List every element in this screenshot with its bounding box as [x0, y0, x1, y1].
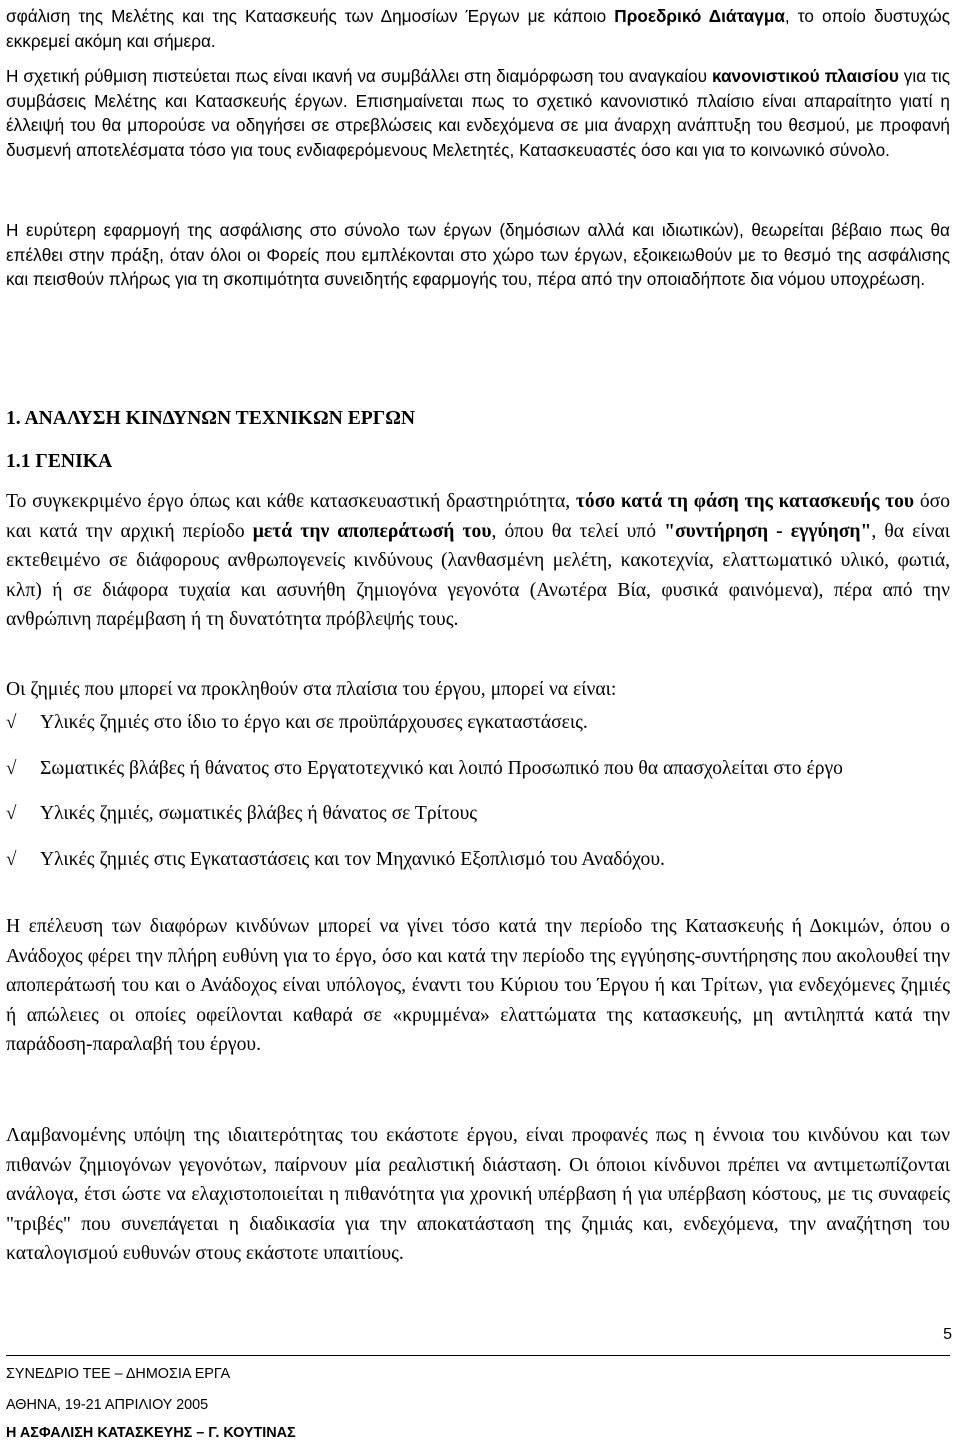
list-item-text: Σωματικές βλάβες ή θάνατος στο Εργατοτεχνικό και λοιπό Προσωπικό που θα απασχολείται στο έργο	[40, 757, 843, 779]
paragraph-2	[6, 64, 950, 162]
paragraph-2-text-a: Η σχετική ρύθμιση πιστεύεται πως είναι ικανή να συμβάλλει στη διαμόρφωση του αναγκαίου	[6, 66, 712, 86]
damage-list	[6, 708, 950, 890]
list-item	[6, 799, 950, 829]
paragraph-4-text-a: Το συγκεκριμένο έργο όπως και κάθε κατασκευαστική δραστηριότητα,	[6, 491, 576, 512]
paragraph-3: Η ευρύτερη εφαρμογή της ασφάλισης στο σύνολο των έργων (δημόσιων αλλά και ιδιωτικών), θεωρείται βέβαιο πως θα επέλθει στην πράξη, όταν όλοι οι Φορείς που εμπλέκονται στο χώρο των έργων, εξοικειωθούν με το θεσμό της ασφάλισης και πεισθούν πλήρως για τη σκοπιμότητα συνειδητής εφαρμογής του, πέρα από την οποιαδήποτε δια νόμου υποχρέωση.	[6, 220, 950, 290]
list-item-text: Υλικές ζημιές, σωματικές βλάβες ή θάνατος σε Τρίτους	[40, 803, 478, 825]
paragraph-4-bold-1: τόσο κατά τη φάση της κατασκευής του	[575, 491, 915, 512]
footer-date: ΑΘΗΝΑ, 19-21 ΑΠΡΙΛΙΟΥ 2005	[6, 1397, 209, 1413]
page-number: 5	[943, 1326, 952, 1343]
paragraph-1	[6, 4, 950, 53]
list-item	[6, 845, 950, 875]
paragraph-1-text-a: σφάλιση της Μελέτης και της Κατασκευής των Δημοσίων Έργων με κάποιο	[6, 6, 615, 26]
paragraph-1-bold: Προεδρικό Διάταγμα	[614, 6, 785, 26]
paragraph-6: Η επέλευση των διαφόρων κινδύνων μπορεί να γίνει τόσο κατά την περίοδο της Κατασκευής ή Δοκιμών, όπου ο Ανάδοχος φέρει την πλήρη ευθύνη για το έργο, όσο και κατά την περίοδο της εγγύησης-συντήρησης που ακολουθεί την αποπεράτωσή του και ο Ανάδοχος είναι υπόλογος, έναντι του Κύριου του Έργου ή και Τρίτων, για ενδεχόμενες ζημιές ή απώλειες οι οποίες οφείλονται καθαρά σε «κρυμμένα» ελαττώματα της κατασκευής, μη αντιληπτά κατά την παράδοση-παραλαβή του έργου.	[6, 916, 950, 1056]
paragraph-4-text-c: όσο και κατά την αρχική περίοδο	[6, 491, 950, 542]
footer-conference: ΣΥΝΕΔΡΙΟ ΤΕΕ – ΔΗΜΟΣΙΑ ΕΡΓΑ	[6, 1366, 231, 1382]
footer-divider	[6, 1355, 950, 1356]
section-heading: 1. ΑΝΑΛΥΣΗ ΚΙΝΔΥΝΩΝ ΤΕΧΝΙΚΩΝ ΕΡΓΩΝ	[6, 408, 416, 429]
subsection-heading: 1.1 ΓΕΝΙΚΑ	[6, 451, 113, 472]
list-item	[6, 708, 950, 738]
paragraph-4	[6, 487, 950, 635]
list-item-text: Υλικές ζημιές στο ίδιο το έργο και σε προϋπάρχουσες εγκαταστάσεις.	[40, 712, 588, 733]
check-icon: √	[6, 848, 17, 870]
paragraph-1-text-c: , το οποίο δυστυχώς εκκρεμεί ακόμη και σήμερα.	[6, 6, 950, 51]
paragraph-4-text-e: , όπου θα τελεί υπό	[491, 520, 665, 542]
paragraph-5: Οι ζημιές που μπορεί να προκληθούν στα πλαίσια του έργου, μπορεί να είναι:	[6, 679, 617, 700]
paragraph-4-bold-3: "συντήρηση - εγγύηση"	[664, 520, 872, 542]
list-item-text: Υλικές ζημιές στις Εγκαταστάσεις και τον Μηχανικό Εξοπλισμό του Αναδόχου.	[40, 848, 665, 870]
check-icon: √	[6, 757, 17, 779]
paragraph-4-text-g: , θα είναι εκτεθειμένο σε διάφορους ανθρωπογενείς κινδύνους (λανθασμένη μελέτη, κακοτεχνία, ελαττωματικό υλικό, φωτιά, κλπ) ή σε διάφορα τυχαία και ασυνήθη ζημιογόνα γεγονότα (Ανωτέρα Βία, φυσικά φαινόμενα), πέρα από την ανθρώπινη παρέμβαση ή τη δυνατότητα πρόβλεψής τους.	[6, 520, 951, 631]
paragraph-7: Λαμβανομένης υπόψη της ιδιαιτερότητας του εκάστοτε έργου, είναι προφανές πως η έννοια του κινδύνου και των πιθανών ζημιογόνων γεγονότων, παίρνουν μία ρεαλιστική διάσταση. Οι όποιοι κίνδυνοι πρέπει να αντιμετωπίζονται ανάλογα, έτσι ώστε να ελαχιστοποιείται η πιθανότητα για χρονική υπέρβαση ή για υπέρβαση κόστους, με τις συναφείς "τριβές" που συνεπάγεται η διαδικασία για την αποκατάσταση της ζημιάς και, ενδεχόμενα, την αναζήτηση του καταλογισμού ευθυνών στους εκάστοτε υπαιτίους.	[6, 1125, 950, 1265]
paragraph-2-bold: κανονιστικού πλαισίου	[711, 66, 899, 86]
list-item	[6, 754, 950, 784]
check-icon: √	[6, 712, 17, 733]
footer-title-author: Η ΑΣΦΑΛΙΣΗ ΚΑΤΑΣΚΕΥΗΣ – Γ. ΚΟΥΤΙΝΑΣ	[6, 1425, 296, 1441]
paragraph-4-bold-2: μετά την αποπεράτωσή του	[252, 520, 492, 542]
paragraph-2-text-c: για τις συμβάσεις Μελέτης και Κατασκευής έργων. Επισημαίνεται πως το σχετικό κανονιστικό πλαίσιο είναι απαραίτητο γιατί η έλλειψή του θα μπορούσε να οδηγήσει σε στρεβλώσεις και ενδεχόμενα σε μια άναρχη ανάπτυξη του θεσμού, με προφανή δυσμενή αποτελέσματα τόσο για τους ενδιαφερόμενους Μελετητές, Κατασκευαστές όσο και για το κοινωνικό σύνολο.	[6, 66, 951, 160]
check-icon: √	[6, 803, 17, 825]
